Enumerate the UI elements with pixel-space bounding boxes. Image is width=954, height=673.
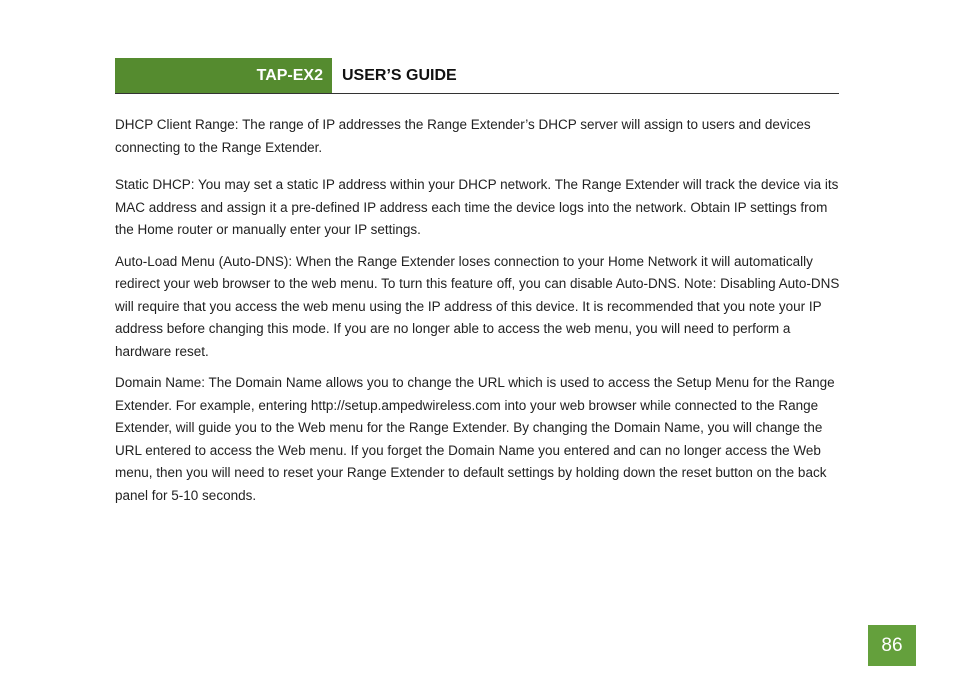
page-number: 86	[868, 625, 916, 666]
page-header	[115, 58, 839, 94]
document-body	[115, 114, 841, 516]
paragraph-static-dhcp: Static DHCP: You may set a static IP address within your DHCP network. The Range Extender will track the device via its MAC address and assign it a pre-defined IP address each time the device logs into the network. Obtain IP settings from the Home router or manually enter your IP settings.	[115, 177, 839, 237]
paragraph-auto-load-menu: Auto-Load Menu (Auto-DNS): When the Range Extender loses connection to your Home Network it will automatically redirect your web browser to the web menu. To turn this feature off, you can disable Auto-DNS. Note: Disabling Auto-DNS will require that you access the web menu using the IP address of this device. It is recommended that you note your IP address before changing this mode. If you are no longer able to access the web menu, you will need to perform a hardware reset.	[115, 253, 840, 359]
product-name: TAP-EX2	[115, 58, 332, 93]
paragraph-domain-name: Domain Name: The Domain Name allows you to change the URL which is used to access the Setup Menu for the Range Extender. For example, entering http://setup.ampedwireless.com into your web browser while connected to the Range Extender, will guide you to the Web menu for the Range Extender. By changing the Domain Name, you will change the URL entered to access the Web menu. If you forget the Domain Name you entered and can no longer access the Web menu, then you will need to reset your Range Extender to default settings by holding down the reset button on the back panel for 5-10 seconds.	[115, 375, 835, 503]
guide-title: USER’S GUIDE	[342, 67, 457, 84]
paragraph-dhcp-client-range: DHCP Client Range: The range of IP addresses the Range Extender’s DHCP server will assign to users and devices connecting to the Range Extender.	[115, 117, 811, 155]
